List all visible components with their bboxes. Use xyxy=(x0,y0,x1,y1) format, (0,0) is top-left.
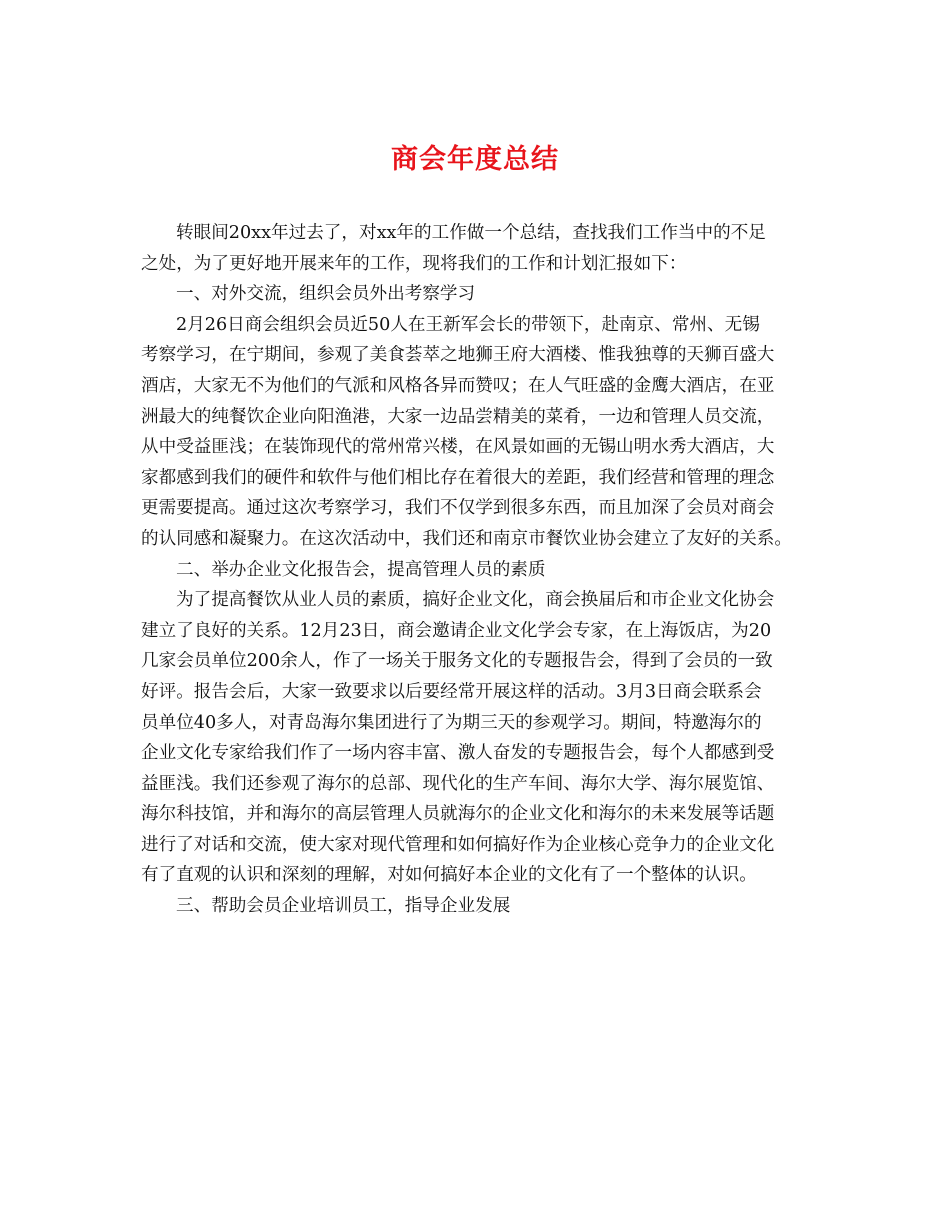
text-line: 好评。报告会后，大家一致要求以后要经常开展这样的活动。3月3日商会联系会 xyxy=(141,681,762,702)
text-line: 为了提高餐饮从业人员的素质，搞好企业文化，商会换届后和市企业文化协会 xyxy=(176,590,775,611)
text-line: 海尔科技馆，并和海尔的高层管理人员就海尔的企业文化和海尔的未来发展等话题 xyxy=(141,804,775,825)
text-line: 从中受益匪浅；在装饰现代的常州常兴楼，在风景如画的无锡山明水秀大酒店，大 xyxy=(141,437,775,458)
text-line: 有了直观的认识和深刻的理解，对如何搞好本企业的文化有了一个整体的认识。 xyxy=(141,865,757,886)
text-line: 几家会员单位200余人，作了一场关于服务文化的专题报告会，得到了会员的一致 xyxy=(141,651,773,672)
text-line: 家都感到我们的硬件和软件与他们相比存在着很大的差距，我们经营和管理的理念 xyxy=(141,467,775,488)
text-line: 益匪浅。我们还参观了海尔的总部、现代化的生产车间、海尔大学、海尔展览馆、 xyxy=(141,773,775,794)
text-line: 建立了良好的关系。12月23日，商会邀请企业文化学会专家，在上海饭店，为20 xyxy=(141,620,772,641)
text-line: 进行了对话和交流，使大家对现代管理和如何搞好作为企业核心竞争力的企业文化 xyxy=(141,834,775,855)
text-line: 酒店，大家无不为他们的气派和风格各异而赞叹；在人气旺盛的金鹰大酒店，在亚 xyxy=(141,375,775,396)
text-line: 企业文化专家给我们作了一场内容丰富、激人奋发的专题报告会，每个人都感到受 xyxy=(141,743,775,764)
text-line: 2月26日商会组织会员近50人在王新军会长的带领下，赴南京、常州、无锡 xyxy=(176,314,760,335)
text-line: 转眼间20xx年过去了，对xx年的工作做一个总结，查找我们工作当中的不足 xyxy=(176,223,766,243)
text-line: 更需要提高。通过这次考察学习，我们不仅学到很多东西，而且加深了会员对商会 xyxy=(141,498,775,519)
document-body xyxy=(141,218,813,922)
text-line: 员单位40多人，对青岛海尔集团进行了为期三天的参观学习。期间，特邀海尔的 xyxy=(141,712,762,733)
text-line: 之处，为了更好地开展来年的工作，现将我们的工作和计划汇报如下： xyxy=(141,253,687,274)
text-line: 一、对外交流，组织会员外出考察学习 xyxy=(176,284,476,305)
text-line: 洲最大的纯餐饮企业向阳渔港，大家一边品尝精美的菜肴，一边和管理人员交流， xyxy=(141,406,775,427)
text-line: 二、举办企业文化报告会，提高管理人员的素质 xyxy=(176,559,546,580)
text-line: 考察学习，在宁期间，参观了美食荟萃之地狮王府大酒楼、惟我独尊的天狮百盛大 xyxy=(141,345,775,366)
text-line: 三、帮助会员企业培训员工，指导企业发展 xyxy=(176,896,511,917)
text-line: 的认同感和凝聚力。在这次活动中，我们还和南京市餐饮业协会建立了友好的关系。 xyxy=(141,528,792,549)
document-title: 商会年度总结 xyxy=(391,144,559,175)
